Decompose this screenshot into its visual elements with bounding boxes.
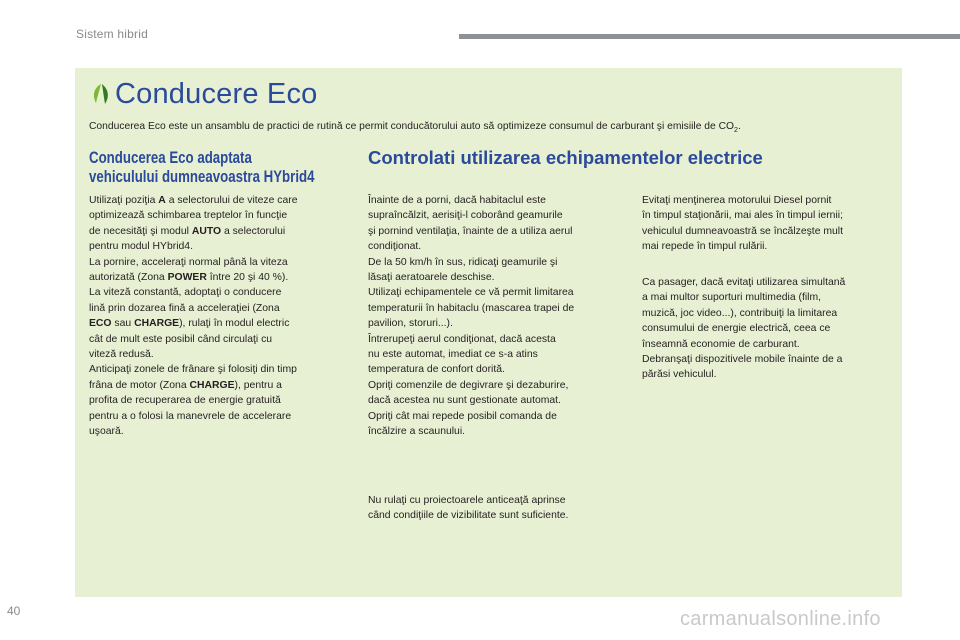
- text-line: autorizată (Zona POWER între 20 şi 40 %).: [89, 272, 289, 284]
- text-line: când condiţiile de vizibilitate sunt suficiente.: [368, 510, 569, 522]
- text-line: încălzire a scaunului.: [368, 426, 466, 438]
- text-line: La pornire, acceleraţi normal până la viteza: [89, 256, 288, 268]
- right-column-passenger: [642, 275, 907, 383]
- text-line: vehiculul dumneavoastră se încălzeşte mult: [642, 225, 843, 237]
- text-line: Anticipaţi zonele de frânare şi folosiţi din timp: [89, 364, 297, 376]
- watermark: carmanualsonline.info: [680, 608, 881, 630]
- text-line: De la 50 km/h în sus, ridicaţi geamurile şi: [368, 256, 558, 268]
- text-line: Debranşaţi dispozitivele mobile înainte de a: [642, 354, 843, 366]
- leaf-icon: [90, 82, 112, 106]
- text-line: Opriţi cât mai repede posibil comanda de: [368, 410, 557, 422]
- header-bar: [459, 34, 960, 39]
- text-line: lină prin dozarea fină a acceleraţiei (Zona: [89, 302, 280, 314]
- text-line: temperatura de confort dorită.: [368, 364, 505, 376]
- intro-subscript: 2: [734, 127, 738, 134]
- left-column-text: [89, 193, 359, 440]
- text-line: Evitaţi menţinerea motorului Diesel pornit: [642, 195, 832, 206]
- eco-title: [90, 76, 318, 112]
- page-title: Conducere Eco: [115, 77, 318, 110]
- text-line: supraîncălzit, aerisiţi-l coborând geamurile: [368, 210, 563, 222]
- text-line: ECO sau CHARGE), rulaţi în modul electric: [89, 318, 290, 330]
- right-column-text: [642, 193, 907, 255]
- middle-column-text: [368, 193, 633, 440]
- text-line: consumului de energie electrică, ceea ce: [642, 323, 831, 335]
- text-line: lăsaţi aeratoarele deschise.: [368, 272, 495, 284]
- intro-end: .: [737, 121, 741, 132]
- text-line: Opriţi comenzile de degivrare şi dezaburire,: [368, 379, 569, 391]
- text-line: nu este automat, imediat ce s-a atins: [368, 349, 538, 361]
- right-heading: Controlati utilizarea echipamentelor electrice: [368, 147, 763, 168]
- text-line: Nu rulaţi cu proiectoarele anticeaţă aprinse: [368, 495, 566, 506]
- intro-paragraph: [89, 120, 899, 134]
- text-line: pavilion, storuri...).: [368, 318, 453, 330]
- text-line: viteză redusă.: [89, 349, 154, 361]
- text-line: Înainte de a porni, dacă habitaclul este: [368, 195, 546, 206]
- text-line: dacă acestea nu sunt gestionate automat.: [368, 395, 561, 407]
- text-line: profita de recuperarea de energie gratuită: [89, 395, 281, 407]
- text-line: uşoară.: [89, 426, 124, 438]
- text-line: Întrerupeţi aerul condiţionat, dacă acesta: [368, 333, 556, 345]
- middle-column-note: [368, 493, 633, 524]
- text-line: Utilizaţi poziţia A a selectorului de viteze care: [89, 195, 298, 206]
- text-line: frâna de motor (Zona CHARGE), pentru a: [89, 379, 282, 391]
- text-line: cât de mult este posibil când circulaţi cu: [89, 333, 273, 345]
- text-line: Ca pasager, dacă evitaţi utilizarea simultană: [642, 277, 846, 288]
- text-line: părăsi vehiculul.: [642, 369, 717, 381]
- text-line: a mai multor suporturi multimedia (film,: [642, 292, 821, 304]
- text-line: în timpul staţionării, mai ales în timpul iernii;: [642, 210, 843, 222]
- text-line: pentru a o folosi la manevrele de accelerare: [89, 410, 292, 422]
- text-line: pentru modul HYbrid4.: [89, 241, 193, 253]
- text-line: mai repede în timpul rulării.: [642, 241, 768, 253]
- text-line: muzică, joc video...), contribuiţi la limitarea: [642, 307, 838, 319]
- intro-text: Conducerea Eco este un ansamblu de practici de rutină ce permit conducătorului auto să optimizeze consumul de carburant şi emisiile de CO: [89, 121, 735, 132]
- left-heading-line: vehiculului dumneavoastra HYbrid4: [89, 167, 315, 186]
- text-line: La viteză constantă, adoptaţi o conducere: [89, 287, 282, 299]
- text-line: şi pornind ventilaţia, înainte de a utiliza aerul: [368, 225, 573, 237]
- left-heading-line: Conducerea Eco adaptata: [89, 148, 252, 167]
- left-heading: [89, 148, 354, 186]
- text-line: condiţionat.: [368, 241, 422, 253]
- section-title: Sistem hibrid: [76, 27, 148, 41]
- text-line: Utilizaţi echipamentele ce vă permit limitarea: [368, 287, 574, 299]
- text-line: înseamnă economie de carburant.: [642, 338, 800, 350]
- page-number: 40: [7, 604, 21, 618]
- text-line: optimizează schimbarea treptelor în funcţie: [89, 210, 288, 222]
- text-line: de necesităţi şi modul AUTO a selectorului: [89, 225, 286, 237]
- text-line: temperaturii în habitaclu (mascarea trapei de: [368, 302, 575, 314]
